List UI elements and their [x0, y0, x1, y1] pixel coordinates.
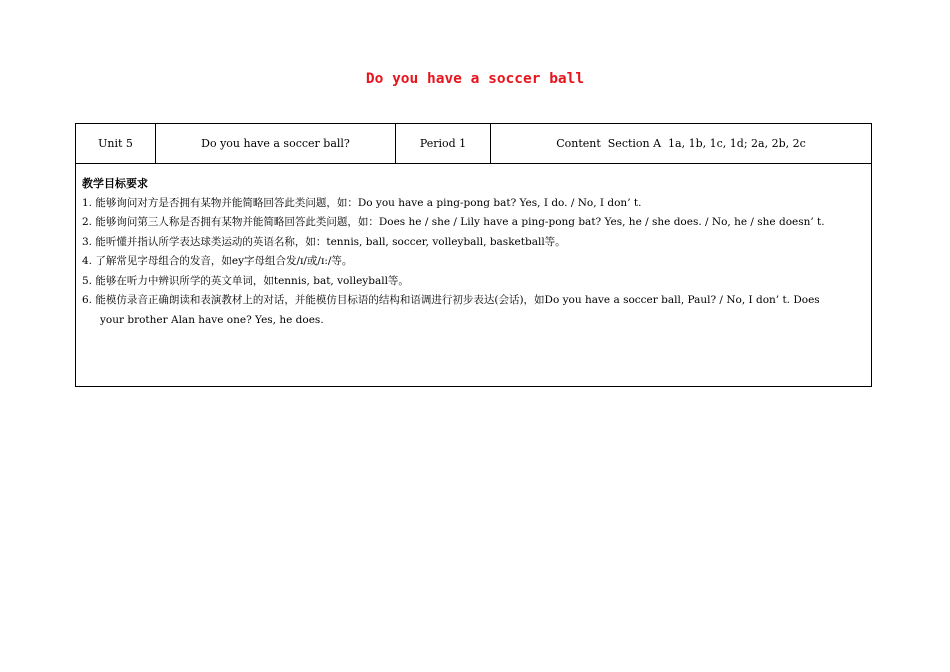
unit-cell: Unit 5	[98, 137, 133, 150]
objective-item-6-continuation: your brother Alan have one? Yes, he does.	[100, 313, 324, 326]
objective-item-2: 2. 能够询问第三人称是否拥有某物并能简略回答此类问题，如：Does he / she / Lily have a ping-pong bat? Yes, he / she does. / No, he / she doesn’ t.	[82, 216, 825, 228]
content-cell: Content Section A 1a, 1b, 1c, 1d; 2a, 2b, 2c	[490, 124, 871, 163]
objective-item-3: 3. 能听懂并指认所学表达球类运动的英语名称，如：tennis, ball, soccer, volleyball, basketball等。	[82, 235, 566, 248]
topic-cell: Do you have a soccer ball?	[155, 124, 395, 163]
objective-item-4: 4. 了解常见字母组合的发音，如ey字母组合发/ɪ/或/ɪ:/等。	[82, 255, 353, 267]
document-title: Do you have a soccer ball	[365, 71, 585, 87]
objectives-cell	[76, 164, 871, 386]
table-header-row	[76, 124, 871, 164]
objective-item-6: 6. 能模仿录音正确朗读和表演教材上的对话，并能模仿目标语的结构和语调进行初步表达(会话)，如Do you have a soccer ball, Paul? / No, I don’ t. Does	[82, 294, 820, 306]
period-cell: Period 1	[395, 124, 490, 163]
objectives-heading: 教学目标要求	[82, 177, 148, 190]
objective-item-1: 1. 能够询问对方是否拥有某物并能简略回答此类问题，如：Do you have a ping-pong bat? Yes, I do. / No, I don’ t.	[82, 196, 642, 209]
objective-item-5: 5. 能够在听力中辨识所学的英文单词，如tennis, bat, volleyball等。	[82, 274, 409, 287]
lesson-table	[75, 123, 872, 387]
